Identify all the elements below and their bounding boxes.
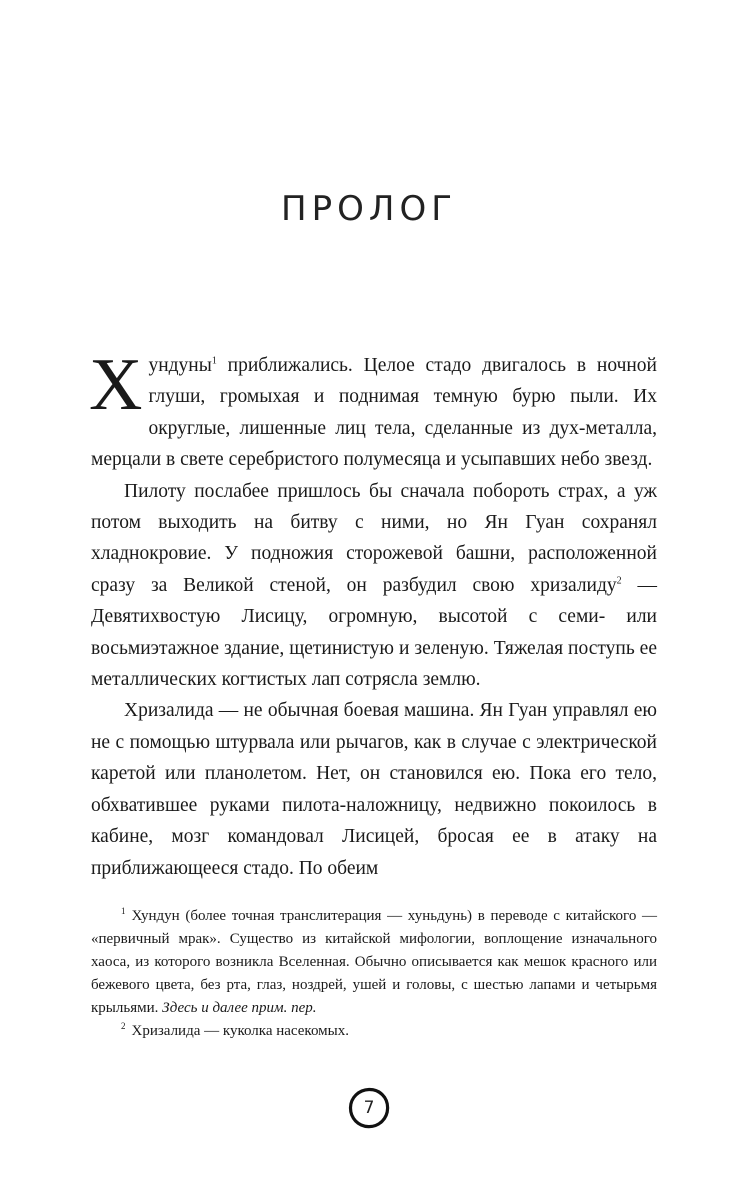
footnote-ref-2[interactable]: 2	[616, 575, 622, 587]
footnote-1-text: Хундун (более точная транслитерация — хуньдунь) в переводе с китайского — «первичный мрак». Существо из китайской мифологии, воплощение изначального хаоса, из которого возникла Вселенная. Обычно описывается как мешок красного или бежевого цвета, без рта, глаз, ноздрей, ушей и головы, с шестью лапами и четырьмя крыльями.	[91, 908, 657, 1016]
footnote-ref-1[interactable]: 1	[211, 355, 217, 367]
paragraph-2	[91, 476, 657, 696]
footnotes	[91, 905, 657, 1043]
chapter-title: ПРОЛОГ	[281, 188, 457, 229]
page-number-badge	[347, 1086, 391, 1130]
footnote-1-mark: 1	[121, 906, 126, 916]
page-number: 7	[363, 1098, 375, 1118]
paragraph-2-text-after: — Девятихвостую Лисицу, огромную, высотой с семи- или восьмиэтажное здание, щетинистую и зеленую. Тяжелая поступь ее металлических когтистых лап сотрясла землю.	[91, 574, 658, 691]
body-text	[89, 344, 658, 884]
paragraph-3: Хризалида — не обычная боевая машина. Ян Гуан управлял ею не с помощью штурвала или рычагов, как в случае с электрической каретой или планолетом. Нет, он становился ею. Пока его тело, обхватившее руками пилота-наложницу, недвижно покоилось в кабине, мозг командовал Лисицей, бросая ее в атаку на приближающееся стадо. По обеим	[91, 700, 657, 879]
footnote-2	[91, 1020, 657, 1043]
paragraph-1-lead: ундуны	[148, 355, 212, 376]
drop-cap: Х	[89, 344, 143, 426]
paragraph-2-text-before: Пилоту послабее пришлось бы сначала побороть страх, а уж потом выходить на битву с ними, но Ян Гуан сохранял хладнокровие. У подножия сторожевой башни, расположенной сразу за Великой стеной, он разбудил свою хризалиду	[91, 480, 657, 596]
footnote-2-mark: 2	[121, 1021, 126, 1031]
paragraph-1-text: приближались. Целое стадо двигалось в ночной глуши, громыхая и поднимая темную бурю пыли. Их округлые, лишенные лиц тела, сделанные из дух-металла, мерцали в свете серебристого полумесяца и усыпавших небо звезд.	[91, 355, 657, 471]
paragraph-1	[89, 344, 657, 476]
footnote-1-note: Здесь и далее прим. пер.	[162, 1000, 317, 1016]
footnote-2-text: Хризалида — куколка насекомых.	[131, 1023, 349, 1039]
footnote-1	[91, 905, 657, 1020]
